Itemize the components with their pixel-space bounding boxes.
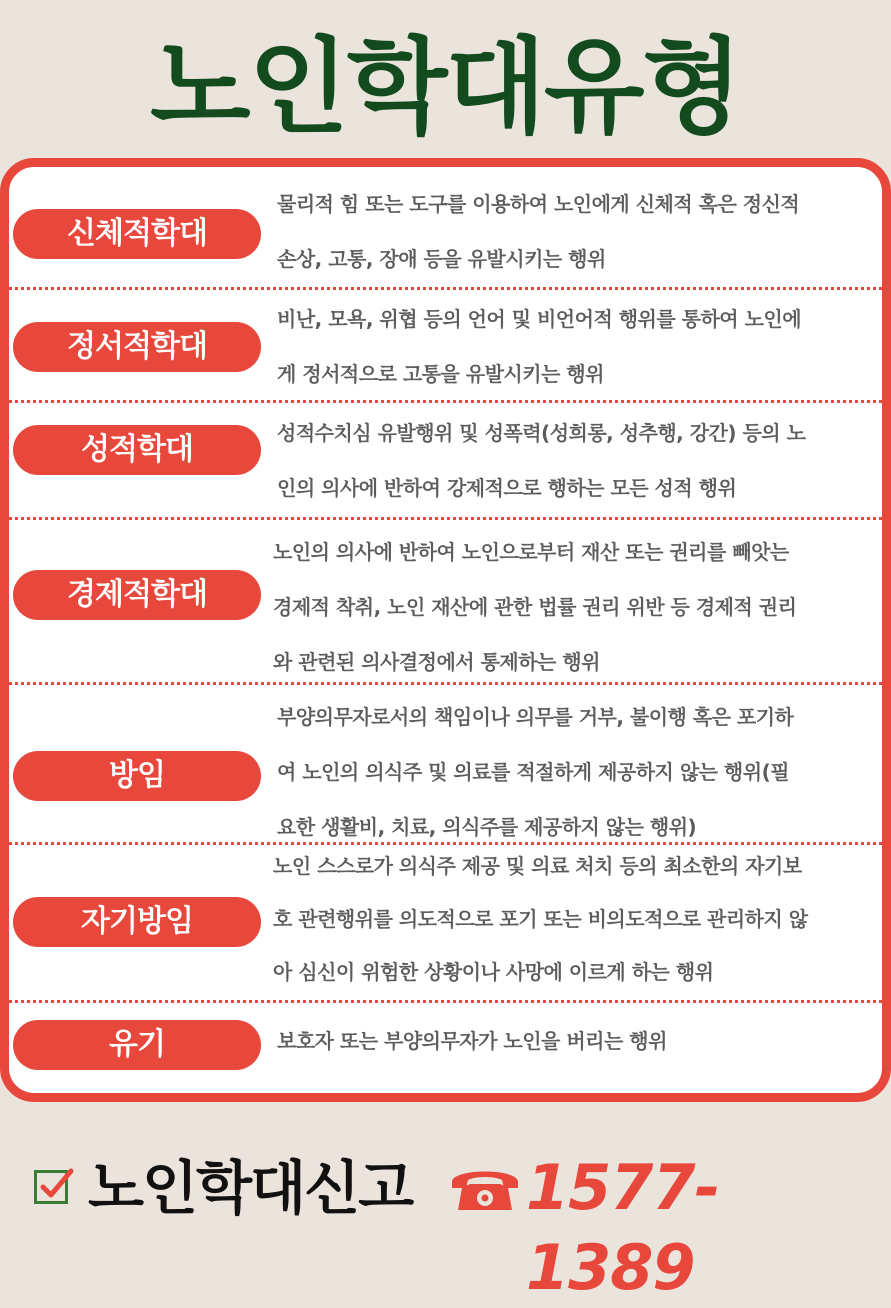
type-description (273, 840, 873, 999)
description-line: 노인의 의사에 반하여 노인으로부터 재산 또는 권리를 빼앗는 (273, 540, 789, 564)
report-label: 노인학대신고 (88, 1154, 413, 1222)
type-label: 신체적학대 (13, 209, 261, 259)
description-line: 경제적 착취, 노인 재산에 관한 법률 권리 위반 등 경제적 권리 (273, 595, 797, 619)
type-row-neglect (9, 685, 882, 845)
type-label: 유기 (13, 1020, 261, 1070)
description-line: 여 노인의 의식주 및 의료를 적절하게 제공하지 않는 행위(필 (277, 760, 790, 784)
type-label: 자기방임 (13, 897, 261, 947)
description-line: 요한 생활비, 치료, 의식주를 제공하지 않는 행위) (277, 815, 697, 839)
type-label: 정서적학대 (13, 322, 261, 372)
type-row-sexual (9, 403, 882, 520)
type-description (277, 406, 877, 516)
type-description (277, 690, 877, 855)
telephone-icon (448, 1162, 522, 1214)
description-line: 부양의무자로서의 책임이나 의무를 거부, 불이행 혹은 포기하 (277, 705, 794, 729)
type-description (277, 177, 877, 287)
abuse-types-card (0, 158, 891, 1102)
page-title: 노인학대유형 (150, 26, 741, 148)
description-line: 비난, 모욕, 위협 등의 언어 및 비언어적 행위를 통하여 노인에 (277, 307, 802, 331)
checkmark-icon (35, 1163, 77, 1205)
description-line: 아 심신이 위험한 상황이나 사망에 이르게 하는 행위 (273, 960, 714, 984)
hotline-number[interactable]: 1577-1389 (526, 1151, 720, 1304)
type-row-abandonment (9, 1003, 882, 1093)
type-description (277, 1016, 877, 1066)
type-row-self-neglect (9, 845, 882, 1003)
type-description (277, 292, 877, 402)
description-line: 노인 스스로가 의식주 제공 및 의료 처치 등의 최소한의 자기보 (273, 854, 802, 878)
type-row-emotional (9, 290, 882, 403)
description-line: 게 정서적으로 고통을 유발시키는 행위 (277, 362, 604, 386)
description-line: 손상, 고통, 장애 등을 유발시키는 행위 (277, 247, 606, 271)
description-line: 와 관련된 의사결정에서 통제하는 행위 (273, 650, 600, 674)
description-line: 호 관련행위를 의도적으로 포기 또는 비의도적으로 관리하지 않 (273, 907, 808, 931)
report-footer (30, 1148, 870, 1304)
description-line: 성적수치심 유발행위 및 성폭력(성희롱, 성추행, 강간) 등의 노 (277, 421, 806, 445)
type-row-economic (9, 520, 882, 685)
type-description (273, 525, 873, 690)
type-label: 경제적학대 (13, 570, 261, 620)
description-line: 보호자 또는 부양의무자가 노인을 버리는 행위 (277, 1029, 667, 1053)
type-label: 방임 (13, 751, 261, 801)
check-box-icon (34, 1170, 68, 1204)
description-line: 인의 의사에 반하여 강제적으로 행하는 모든 성적 행위 (277, 476, 737, 500)
description-line: 물리적 힘 또는 도구를 이용하여 노인에게 신체적 혹은 정신적 (277, 192, 800, 216)
type-row-physical (9, 167, 882, 290)
type-label: 성적학대 (13, 425, 261, 475)
